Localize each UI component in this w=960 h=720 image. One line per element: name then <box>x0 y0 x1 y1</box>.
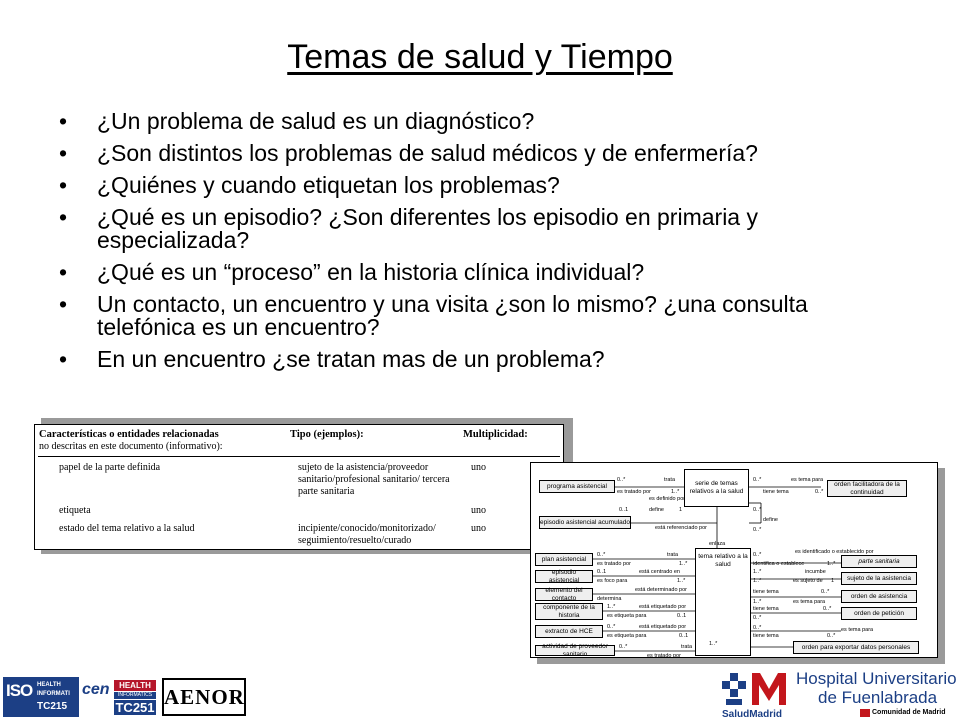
bullet-item: • ¿Quiénes y cuando etiquetan los problemas? <box>55 174 905 197</box>
table-cell-entity: estado del tema relativo a la salud <box>59 523 195 534</box>
bullet-item: • En un encuentro ¿se tratan mas de un problema? <box>55 348 905 371</box>
uml-mult: 1..* <box>679 561 688 567</box>
table-header-type: Tipo (ejemplos): <box>290 429 364 440</box>
table-cell-type: incipiente/conocido/monitorizado/ seguimiento/resuelto/curado <box>298 523 436 546</box>
uml-label: está centrado en <box>639 569 680 575</box>
uml-class-parte: parte sanitaria <box>841 555 917 568</box>
uml-class-componente: componente de la historia <box>535 603 603 620</box>
uml-mult: 0..* <box>597 552 606 558</box>
table-header-entity-sub: no descritas en este documento (informativo): <box>39 441 223 452</box>
uml-label: es definido por <box>649 496 686 502</box>
uml-label: es tratado por <box>597 561 631 567</box>
uml-class-actividad: actividad de proveedor sanitario <box>535 645 615 656</box>
uml-label: es etiqueta para <box>607 613 647 619</box>
cen-tc-bar: TC251 <box>115 700 155 715</box>
uml-mult: 0..1 <box>619 507 629 513</box>
uml-mult: 0..* <box>753 477 762 483</box>
hospital-logo <box>722 667 957 720</box>
table-header-entity: Características o entidades relacionadas <box>39 429 219 440</box>
uml-label: define <box>763 517 778 523</box>
salud-madrid-mark-icon <box>722 667 792 709</box>
table-cell-type: sujeto de la asistencia/proveedor sanitario/profesional sanitario/ tercera parte sanitaria <box>298 462 450 497</box>
uml-mult: 1..* <box>753 578 762 584</box>
uml-class-plan: plan asistencial <box>535 553 593 566</box>
uml-mult: 0..* <box>619 644 628 650</box>
uml-label: trata <box>667 552 679 558</box>
uml-mult: 1..* <box>827 561 836 567</box>
uml-class-elemento: elemento del contacto <box>535 588 593 601</box>
uml-label: enlaza <box>709 541 726 547</box>
uml-label: define <box>649 507 664 513</box>
uml-label: tiene tema <box>753 633 779 639</box>
uml-class-orden-asistencia: orden de asistencia <box>841 590 917 603</box>
uml-mult: 1..* <box>607 604 616 610</box>
table-cell-entity: papel de la parte definida <box>59 462 161 473</box>
uml-label: está etiquetado por <box>639 604 687 610</box>
uml-label: es etiqueta para <box>607 633 647 639</box>
uml-class-orden-facilitadora: orden facilitadora de la continuidad <box>827 480 907 497</box>
uml-class-serie: serie de temas relativos a la salud <box>684 469 749 507</box>
uml-label: es tema para <box>793 599 826 605</box>
bullet-list <box>55 110 905 380</box>
uml-mult: 0..* <box>607 624 616 630</box>
uml-label: está etiquetado por <box>639 624 687 630</box>
uml-mult: 0..* <box>753 527 762 533</box>
hospital-name-line1: Hospital Universitario <box>796 669 957 688</box>
uml-class-sujeto: sujeto de la asistencia <box>841 572 917 585</box>
bullet-item: • Un contacto, un encuentro y una visita ¿son lo mismo? ¿una consulta telefónica es un encuentro? <box>55 293 905 339</box>
iso-logo-line: TC215 <box>37 701 68 712</box>
uml-mult: 0..* <box>827 633 836 639</box>
bullet-item: • ¿Un problema de salud es un diagnóstico? <box>55 110 905 133</box>
uml-label: tiene tema <box>753 589 779 595</box>
salud-madrid-text: SaludMadrid <box>722 709 783 720</box>
uml-label: es foco para <box>597 578 628 584</box>
iso-logo-line: INFORMATI <box>37 691 70 697</box>
uml-class-episodio-acumulado: episodio asistencial acumulado <box>539 516 631 529</box>
iso-logo-text: ISO <box>6 681 33 700</box>
uml-mult: 0..* <box>815 489 824 495</box>
uml-mult: 0..* <box>821 589 830 595</box>
uml-class-tema: tema relativo a la salud <box>695 548 751 656</box>
bullet-item: • ¿Son distintos los problemas de salud médicos y de enfermería? <box>55 142 905 165</box>
uml-label: es tema para <box>791 477 824 483</box>
uml-mult: 1..* <box>753 599 762 605</box>
bullet-item: • ¿Qué es un episodio? ¿Son diferentes los episodio en primaria y especializada? <box>55 206 905 252</box>
table-divider <box>38 456 560 457</box>
uml-mult: 0..* <box>753 552 762 558</box>
uml-label: es tratado por <box>647 653 681 659</box>
uml-mult: 0..1 <box>679 633 689 639</box>
uml-class-orden-peticion: orden de petición <box>841 607 917 620</box>
cen-logo-text: cen <box>82 681 110 698</box>
table-cell-mult: uno <box>471 523 486 534</box>
uml-mult: 0..* <box>823 606 832 612</box>
uml-label: tiene tema <box>753 606 779 612</box>
uml-class-extracto: extracto de HCE <box>535 625 603 638</box>
uml-mult: 0..* <box>617 477 626 483</box>
aenor-logo: AENOR <box>162 678 246 716</box>
cen-tc251-logo <box>80 677 158 717</box>
uml-class-orden-exportar: orden para exportar datos personales <box>793 641 919 654</box>
cen-informatics-bar: INFORMATICS <box>114 692 156 699</box>
table-cell-entity: etiqueta <box>59 505 91 516</box>
iso-logo-line: HEALTH <box>37 682 61 688</box>
table-cell-mult: uno <box>471 505 486 516</box>
uml-label: es identificado o establecido por <box>795 549 874 555</box>
uml-label: trata <box>681 644 693 650</box>
entities-table <box>34 424 564 550</box>
uml-mult: 1 <box>831 578 835 584</box>
uml-mult: 0..* <box>753 507 762 513</box>
uml-mult: 0..1 <box>677 613 687 619</box>
iso-tc215-logo <box>3 677 79 717</box>
uml-label: es tratado por <box>617 489 651 495</box>
uml-mult: 1..* <box>671 489 680 495</box>
hospital-name-line2: de Fuenlabrada <box>818 688 938 707</box>
uml-mult: 1 <box>679 507 683 513</box>
comunidad-flag-icon <box>860 709 870 717</box>
uml-label: tiene tema <box>763 489 789 495</box>
uml-label: está determinado por <box>635 587 687 593</box>
uml-label: está referenciado por <box>655 525 707 531</box>
slide-title: Temas de salud y Tiempo <box>287 38 673 76</box>
uml-label: incumbe <box>805 569 826 575</box>
uml-mult: 0..* <box>753 625 762 631</box>
bullet-item: • ¿Qué es un “proceso” en la historia clínica individual? <box>55 261 905 284</box>
uml-mult: 0..1 <box>597 569 607 575</box>
cen-health-bar: HEALTH <box>114 680 156 691</box>
uml-mult: 1..* <box>709 641 718 647</box>
table-header-mult: Multiplicidad: <box>463 429 528 440</box>
uml-label: trata <box>664 477 676 483</box>
uml-class-programa: programa asistencial <box>539 480 615 493</box>
uml-mult: 1..* <box>677 578 686 584</box>
table-cell-mult: uno <box>471 462 486 473</box>
uml-label: identifica o establece <box>753 561 805 567</box>
comunidad-madrid-text: Comunidad de Madrid <box>872 709 946 716</box>
uml-mult: 1..* <box>753 569 762 575</box>
uml-mult: 0..* <box>753 615 762 621</box>
uml-label: determina <box>597 596 622 602</box>
uml-class-episodio: episodio asistencial <box>535 570 593 583</box>
uml-label: es sujeto de <box>793 578 823 584</box>
uml-diagram <box>530 462 938 658</box>
uml-label: es tema para <box>841 627 874 633</box>
